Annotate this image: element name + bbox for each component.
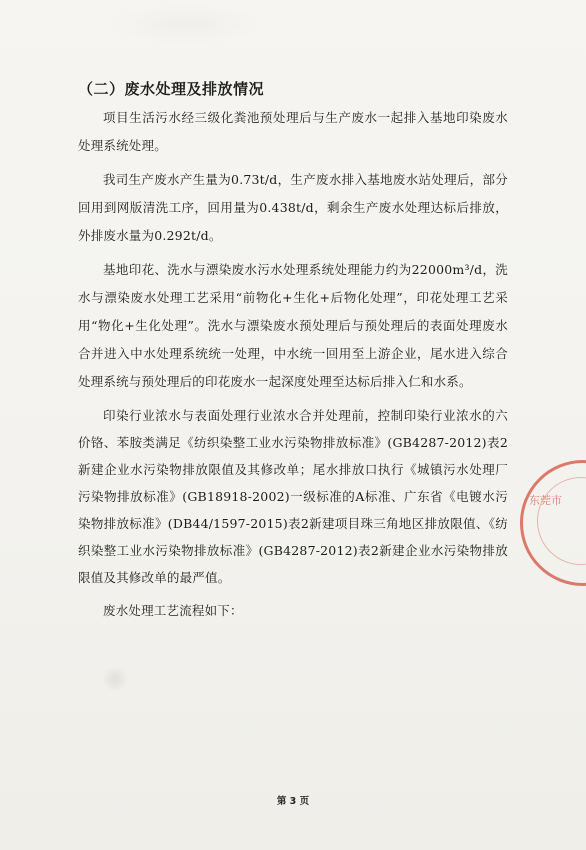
paragraph-treatment-system: 基地印花、洗水与漂染废水污水处理系统处理能力约为22000m³/d，洗水与漂染废水处理工艺采用“前物化+生化+后物化处理”，印花处理工艺采用“物化+生化处理”。洗水与漂染废水预处理后与预处理后的表面处理废水合并进入中水处理系统统一处理，中水统一回用至上游企业，尾水进入综合处理系统与预处理后的印花废水一起深度处理至达标后排入仁和水系。 — [78, 262, 508, 389]
company-seal-stamp — [520, 460, 586, 586]
paper-smudge — [110, 4, 260, 44]
page-number: 第 3 页 — [276, 796, 310, 807]
paragraph-process-flow-intro: 废水处理工艺流程如下： — [103, 603, 243, 618]
seal-inner-ring — [537, 477, 586, 565]
paper-smudge — [100, 668, 130, 690]
document-body — [78, 78, 508, 631]
seal-text: 东莞市 — [529, 494, 562, 507]
paragraph-emission-standards: 印染行业浓水与表面处理行业浓水合并处理前，控制印染行业浓水的六价铬、苯胺类满足《纺织染整工业水污染物排放标准》(GB4287-2012)表2新建企业水污染物排放限值及其修改单；尾水排放口执行《城镇污水处理厂污染物排放标准》(GB18918-2002)一级标准的A标准、广东省《电镀水污染物排放标准》(DB44/1597-2015)表2新建项目珠三角地区排放限值、《纺织染整工业水污染物排放标准》(GB4287-2012)表2新建企业水污染物排放限值及其修改单的最严值。 — [78, 408, 508, 585]
paragraph-production-wastewater: 我司生产废水产生量为0.73t/d，生产废水排入基地废水站处理后，部分回用到网版清洗工序，回用量为0.438t/d，剩余生产废水处理达标后排放，外排废水量为0.292t/d。 — [78, 172, 508, 243]
section-heading: （二）废水处理及排放情况 — [78, 80, 265, 98]
paragraph-domestic-sewage: 项目生活污水经三级化粪池预处理后与生产废水一起排入基地印染废水处理系统处理。 — [78, 110, 508, 153]
